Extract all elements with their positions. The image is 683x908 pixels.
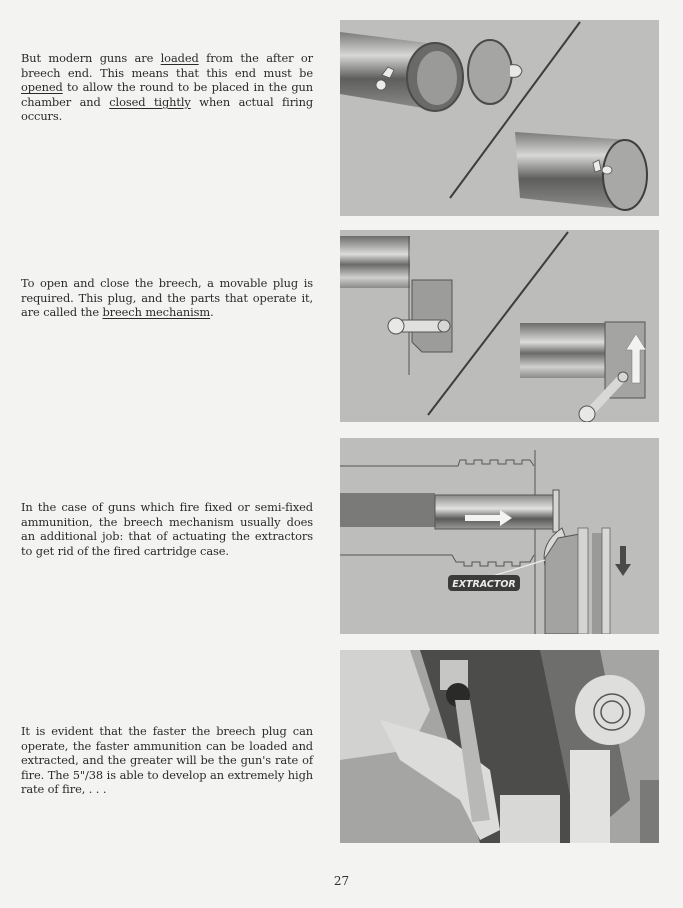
- paragraph-loading-breech: [21, 51, 313, 124]
- figure-open-closed-breech: [340, 20, 659, 216]
- text: It is evident that the faster the breech plug can operate, the faster ammunition can be loaded and extracted, and the greater will be the gun's rate of fire. The 5"/38 is able to develop an extremely high rate of fire, . . .: [21, 724, 313, 797]
- breech-plug-lever-illustration: [340, 230, 659, 422]
- extractor-label: EXTRACTOR: [452, 579, 516, 590]
- underlined-term-breech-mechanism: breech mechanism: [102, 305, 211, 320]
- extractor-illustration: [340, 438, 659, 634]
- page-number: 27: [333, 874, 350, 888]
- paragraph-rate-of-fire: [21, 724, 313, 797]
- text: from the after or breech end. This means that this end must be: [21, 51, 314, 80]
- paragraph-breech-mechanism: [21, 276, 313, 320]
- text: To open and close the breech, a movable plug is required. This plug, and the parts that operate it, are called the: [21, 276, 313, 320]
- figure-photo-loading: [340, 650, 659, 843]
- underlined-term-opened: opened: [21, 80, 63, 95]
- text: In the case of guns which fire fixed or semi-fixed ammunition, the breech mechanism usually does an additional job: that of actuating the extractors to get rid of the fired cartridge case.: [21, 500, 313, 558]
- underlined-term-closed-tightly: closed tightly: [109, 94, 191, 109]
- underlined-term-loaded: loaded: [160, 51, 199, 65]
- text: But modern guns are: [21, 51, 161, 65]
- text: to allow the round to be placed in the gun chamber and: [21, 80, 313, 109]
- figure-extractor: [340, 438, 659, 634]
- open-and-closed-breech-illustration: [340, 20, 659, 216]
- figure-breech-mechanism: [340, 230, 659, 422]
- text: when actual firing occurs.: [21, 94, 314, 124]
- text: .: [210, 305, 214, 320]
- paragraph-extractors: [21, 500, 313, 558]
- gun-crew-loading-photo: [340, 650, 659, 843]
